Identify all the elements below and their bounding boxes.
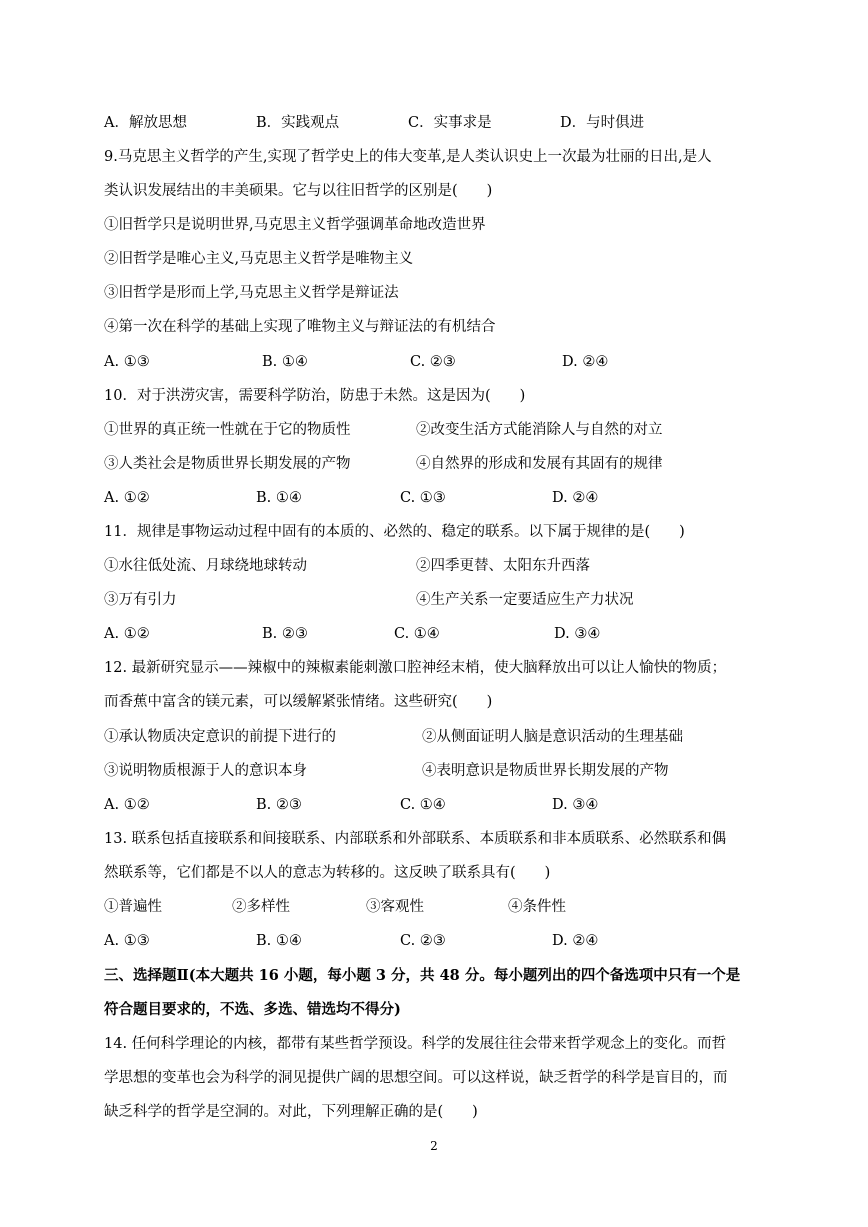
q13-stem-line2: 然联系等，它们都是不以人的意志为转移的。这反映了联系具有( ) xyxy=(104,865,551,881)
q14-stem-line1: 14. 任何科学理论的内核，都带有某些哲学预设。科学的发展往往会带来哲学观念上的变化。而哲 xyxy=(104,1036,727,1052)
q10-option-c: C. ①③ xyxy=(400,490,446,506)
q10-options-row xyxy=(104,486,784,510)
q10-item-3: ③人类社会是物质世界长期发展的产物 xyxy=(104,456,351,472)
q11-option-b: B. ②③ xyxy=(262,626,308,642)
q11-items-row1 xyxy=(104,554,784,578)
q13-item-2: ②多样性 xyxy=(232,899,290,915)
q8-option-d: D．与时俱进 xyxy=(560,115,645,131)
q12-option-b: B. ②③ xyxy=(256,797,302,813)
q10-option-a: A. ①② xyxy=(104,490,150,506)
section3-heading-line2: 符合题目要求的，不选、多选、错选均不得分) xyxy=(104,1001,401,1018)
q12-stem-line2: 而香蕉中富含的镁元素，可以缓解紧张情绪。这些研究( ) xyxy=(104,694,493,710)
q10-item-2: ②改变生活方式能消除人与自然的对立 xyxy=(416,422,663,438)
q11-option-d: D. ③④ xyxy=(554,626,601,642)
q11-option-c: C. ①④ xyxy=(394,626,440,642)
q10-item-1: ①世界的真正统一性就在于它的物质性 xyxy=(104,422,351,438)
q14-stem-line3: 缺乏科学的哲学是空洞的。对此，下列理解正确的是( ) xyxy=(104,1104,478,1120)
section3-heading-line1: 三、选择题Ⅱ(本大题共 16 小题，每小题 3 分，共 48 分。每小题列出的四个备选项中只有一个是 xyxy=(104,967,741,984)
q9-item-2: ②旧哲学是唯心主义,马克思主义哲学是唯物主义 xyxy=(104,251,414,267)
q9-stem-line2: 类认识发展结出的丰美硕果。它与以往旧哲学的区别是( ) xyxy=(104,183,493,199)
q9-option-a: A. ①③ xyxy=(104,354,150,370)
q9-options-row xyxy=(104,350,784,374)
q12-option-a: A. ①② xyxy=(104,797,150,813)
q11-option-a: A. ①② xyxy=(104,626,150,642)
q12-item-4: ④表明意识是物质世界长期发展的产物 xyxy=(422,763,669,779)
q13-item-1: ①普遍性 xyxy=(104,899,162,915)
q11-stem: 11．规律是事物运动过程中固有的本质的、必然的、稳定的联系。以下属于规律的是( ) xyxy=(104,524,685,540)
q13-option-a: A. ①③ xyxy=(104,933,150,949)
q10-items-row2 xyxy=(104,452,784,476)
q13-option-d: D. ②④ xyxy=(552,933,599,949)
q8-option-c: C．实事求是 xyxy=(408,115,492,131)
q9-option-c: C. ②③ xyxy=(410,354,456,370)
q11-item-3: ③万有引力 xyxy=(104,592,177,608)
q13-options-row xyxy=(104,929,784,953)
q10-option-b: B. ①④ xyxy=(256,490,302,506)
q8-option-b: B．实践观点 xyxy=(256,115,340,131)
q9-option-d: D. ②④ xyxy=(562,354,609,370)
q9-item-3: ③旧哲学是形而上学,马克思主义哲学是辩证法 xyxy=(104,285,399,301)
q11-item-2: ②四季更替、太阳东升西落 xyxy=(416,558,590,574)
q11-item-4: ④生产关系一定要适应生产力状况 xyxy=(416,592,634,608)
q9-item-4: ④第一次在科学的基础上实现了唯物主义与辩证法的有机结合 xyxy=(104,319,496,335)
q10-stem: 10．对于洪涝灾害，需要科学防治，防患于未然。这是因为( ) xyxy=(104,388,526,404)
q8-options-row xyxy=(104,111,784,135)
q9-option-b: B. ①④ xyxy=(262,354,308,370)
page-number: 2 xyxy=(430,1139,438,1153)
q12-stem-line1: 12. 最新研究显示——辣椒中的辣椒素能刺激口腔神经末梢，使大脑释放出可以让人愉快的物质； xyxy=(104,660,727,676)
q8-option-a: A．解放思想 xyxy=(104,115,187,131)
q12-option-c: C. ①④ xyxy=(400,797,446,813)
q12-item-3: ③说明物质根源于人的意识本身 xyxy=(104,763,307,779)
q13-stem-line1: 13. 联系包括直接联系和间接联系、内部联系和外部联系、本质联系和非本质联系、必然联系和偶 xyxy=(104,831,727,847)
q12-option-d: D. ③④ xyxy=(552,797,599,813)
q13-items-row xyxy=(104,895,784,919)
q11-item-1: ①水往低处流、月球绕地球转动 xyxy=(104,558,307,574)
q11-options-row xyxy=(104,622,784,646)
q11-items-row2 xyxy=(104,588,784,612)
q13-item-3: ③客观性 xyxy=(366,899,424,915)
q13-item-4: ④条件性 xyxy=(508,899,566,915)
q10-option-d: D. ②④ xyxy=(552,490,599,506)
q12-options-row xyxy=(104,793,784,817)
q13-option-c: C. ②③ xyxy=(400,933,446,949)
q9-stem-line1: 9.马克思主义哲学的产生,实现了哲学史上的伟大变革,是人类认识史上一次最为壮丽的日出,是人 xyxy=(104,149,712,165)
q12-item-1: ①承认物质决定意识的前提下进行的 xyxy=(104,729,336,745)
q13-option-b: B. ①④ xyxy=(256,933,302,949)
q10-items-row1 xyxy=(104,418,784,442)
q12-item-2: ②从侧面证明人脑是意识活动的生理基础 xyxy=(422,729,683,745)
q12-items-row2 xyxy=(104,759,784,783)
q12-items-row1 xyxy=(104,725,784,749)
q10-item-4: ④自然界的形成和发展有其固有的规律 xyxy=(416,456,663,472)
q9-item-1: ①旧哲学只是说明世界,马克思主义哲学强调革命地改造世界 xyxy=(104,217,486,233)
q14-stem-line2: 学思想的变革也会为科学的洞见提供广阔的思想空间。可以这样说，缺乏哲学的科学是盲目的，而 xyxy=(104,1070,728,1086)
